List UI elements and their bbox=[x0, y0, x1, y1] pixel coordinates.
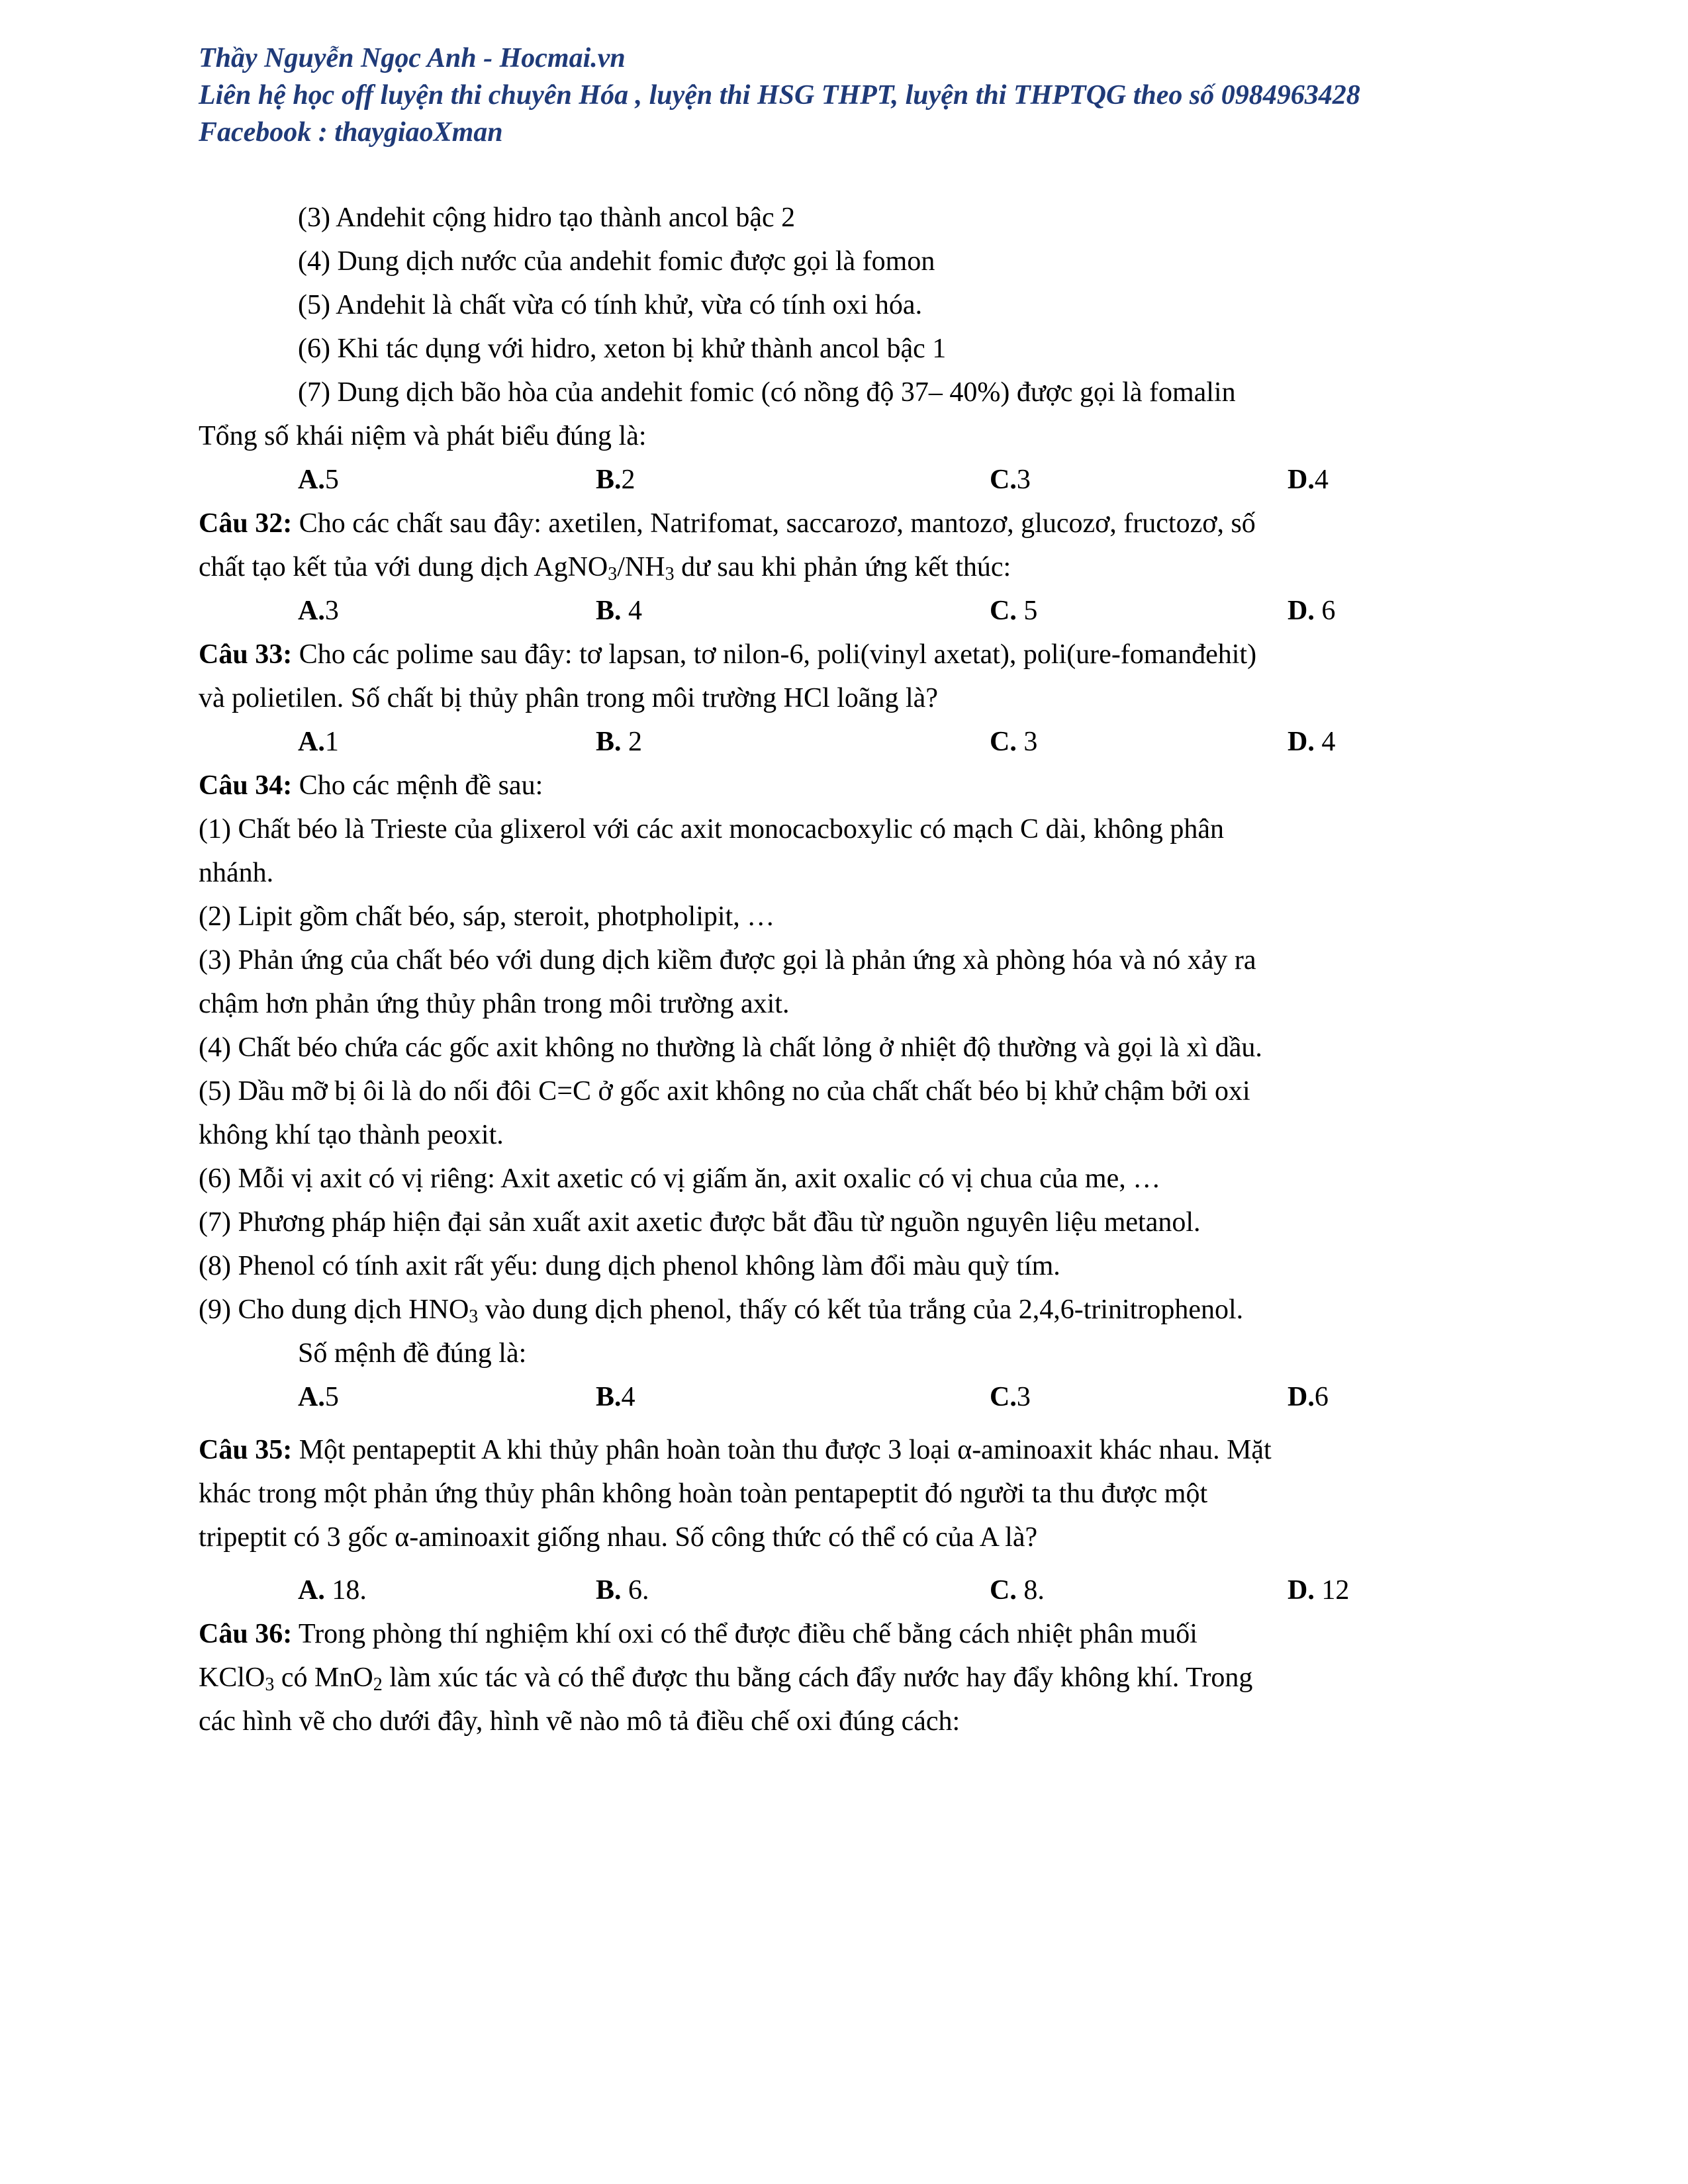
statement-4: (4) Chất béo chứa các gốc axit không no thường là chất lỏng ở nhiệt độ thường và gọi là xì dầu. bbox=[199, 1032, 1262, 1063]
question-35-line-2: khác trong một phản ứng thủy phân không hoàn toàn pentapeptit đó người ta thu được một bbox=[199, 1479, 1208, 1509]
document-body bbox=[199, 196, 1496, 1743]
question-33: Câu 33: Cho các polime sau đây: tơ lapsan, tơ nilon-6, poli(vinyl axetat), poli(ure-fomanđehit) bbox=[199, 639, 1257, 670]
option-b: B.4 bbox=[596, 1382, 635, 1412]
statement-5-cont: không khí tạo thành peoxit. bbox=[199, 1120, 504, 1150]
option-d: D. 6 bbox=[1288, 596, 1336, 626]
answer-options bbox=[199, 589, 1496, 633]
question-label: Câu 36: bbox=[199, 1619, 293, 1649]
question-label: Câu 34: bbox=[199, 770, 293, 801]
header-facebook: Facebook : thaygiaoXman bbox=[199, 117, 503, 148]
answer-options bbox=[199, 1375, 1496, 1419]
answer-options bbox=[199, 458, 1496, 502]
question-32: Câu 32: Cho các chất sau đây: axetilen, Natrifomat, saccarozơ, mantozơ, glucozơ, fructozơ, số bbox=[199, 508, 1256, 539]
option-b: B. 6. bbox=[596, 1575, 649, 1606]
answer-options bbox=[199, 1569, 1496, 1612]
question-36-line-3: các hình vẽ cho dưới đây, hình vẽ nào mô tả điều chế oxi đúng cách: bbox=[199, 1706, 961, 1737]
question-prompt: Tổng số khái niệm và phát biểu đúng là: bbox=[199, 421, 647, 451]
question-35-line-3: tripeptit có 3 gốc α-aminoaxit giống nhau. Số công thức có thể có của A là? bbox=[199, 1522, 1038, 1553]
question-36-line-2: KClO$_3$ có MnO$_2$ làm xúc tác và có thể được thu bằng cách đẩy nước hay đẩy không khí. Trong bbox=[199, 1662, 1253, 1695]
question-label: Câu 32: bbox=[199, 508, 293, 539]
header-author: Thầy Nguyễn Ngọc Anh - Hocmai.vn bbox=[199, 43, 626, 73]
page-header bbox=[199, 40, 1523, 151]
option-a: A. 18. bbox=[298, 1575, 367, 1606]
option-c: C. 5 bbox=[990, 596, 1038, 626]
option-b: B. 4 bbox=[596, 596, 643, 626]
option-c: C. 3 bbox=[990, 727, 1038, 757]
answer-options bbox=[199, 720, 1496, 764]
statement-2: (2) Lipit gồm chất béo, sáp, steroit, photpholipit, … bbox=[199, 901, 775, 932]
option-d: D. 4 bbox=[1288, 727, 1336, 757]
question-prompt: Số mệnh đề đúng là: bbox=[298, 1338, 527, 1369]
option-c: C.3 bbox=[990, 465, 1031, 495]
statement-7: (7) Phương pháp hiện đại sản xuất axit axetic được bắt đầu từ nguồn nguyên liệu metanol. bbox=[199, 1207, 1201, 1238]
question-label: Câu 35: bbox=[199, 1435, 293, 1465]
option-d: D.4 bbox=[1288, 465, 1329, 495]
question-36: Câu 36: Trong phòng thí nghiệm khí oxi có thể được điều chế bằng cách nhiệt phân muối bbox=[199, 1619, 1197, 1649]
option-a: A.3 bbox=[298, 596, 339, 626]
option-a: A.1 bbox=[298, 727, 339, 757]
statement-1: (1) Chất béo là Trieste của glixerol với các axit monocacboxylic có mạch C dài, không phân bbox=[199, 814, 1224, 844]
statement-8: (8) Phenol có tính axit rất yếu: dung dịch phenol không làm đổi màu quỳ tím. bbox=[199, 1251, 1060, 1281]
question-35: Câu 35: Một pentapeptit A khi thủy phân hoàn toàn thu được 3 loại α-aminoaxit khác nhau. Mặt bbox=[199, 1435, 1272, 1465]
option-b: B.2 bbox=[596, 465, 635, 495]
statement-3: (3) Andehit cộng hidro tạo thành ancol bậc 2 bbox=[298, 203, 796, 233]
option-b: B. 2 bbox=[596, 727, 643, 757]
statement-7: (7) Dung dịch bão hòa của andehit fomic (có nồng độ 37– 40%) được gọi là fomalin bbox=[298, 377, 1236, 408]
option-c: C. 8. bbox=[990, 1575, 1045, 1606]
option-a: A.5 bbox=[298, 1382, 339, 1412]
statement-6: (6) Mỗi vị axit có vị riêng: Axit axetic có vị giấm ăn, axit oxalic có vị chua của me, … bbox=[199, 1163, 1161, 1194]
option-c: C.3 bbox=[990, 1382, 1031, 1412]
statement-3-cont: chậm hơn phản ứng thủy phân trong môi trường axit. bbox=[199, 989, 790, 1019]
option-d: D.6 bbox=[1288, 1382, 1329, 1412]
question-32-line-2: chất tạo kết tủa với dung dịch $AgNO_3/NH_3$ dư sau khi phản ứng kết thúc: bbox=[199, 552, 1011, 584]
option-d: D. 12 bbox=[1288, 1575, 1350, 1606]
question-33-line-2: và polietilen. Số chất bị thủy phân trong môi trường HCl loãng là? bbox=[199, 683, 938, 713]
statement-5: (5) Dầu mỡ bị ôi là do nối đôi C=C ở gốc axit không no của chất chất béo bị khử chậm bởi oxi bbox=[199, 1076, 1250, 1107]
question-label: Câu 33: bbox=[199, 639, 293, 670]
statement-5: (5) Andehit là chất vừa có tính khử, vừa có tính oxi hóa. bbox=[298, 290, 923, 320]
statement-4: (4) Dung dịch nước của andehit fomic được gọi là fomon bbox=[298, 246, 935, 277]
option-a: A.5 bbox=[298, 465, 339, 495]
statement-1-cont: nhánh. bbox=[199, 858, 274, 888]
header-contact: Liên hệ học off luyện thi chuyên Hóa , luyện thi HSG THPT, luyện thi THPTQG theo số 0984963428 bbox=[199, 80, 1360, 111]
question-34: Câu 34: Cho các mệnh đề sau: bbox=[199, 770, 543, 801]
statement-6: (6) Khi tác dụng với hidro, xeton bị khử thành ancol bậc 1 bbox=[298, 334, 947, 364]
statement-9: (9) Cho dung dịch $HNO_3$ vào dung dịch phenol, thấy có kết tủa trắng của 2,4,6-trinitrophenol. bbox=[199, 1295, 1244, 1327]
statement-3: (3) Phản ứng của chất béo với dung dịch kiềm được gọi là phản ứng xà phòng hóa và nó xảy ra bbox=[199, 945, 1256, 976]
